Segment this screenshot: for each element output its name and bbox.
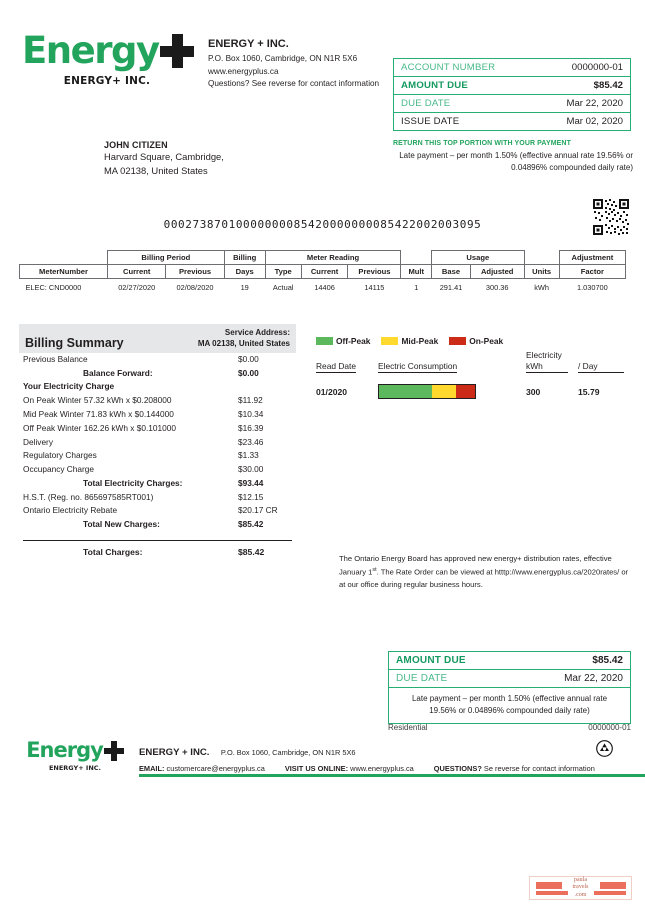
footer-info <box>139 742 629 773</box>
chart-per-day-label: / Day <box>578 361 624 373</box>
billing-line-label: Balance Forward: <box>83 367 153 378</box>
billing-line-label: Previous Balance <box>23 353 88 364</box>
cell-units: kWh <box>534 283 550 292</box>
billing-line-label: Occupancy Charge <box>23 464 95 475</box>
company-name: ENERGY + INC. <box>208 38 289 50</box>
company-website: www.energyplus.ca <box>208 66 279 76</box>
billing-line-amount: $0.00 <box>238 367 259 378</box>
legend-item <box>449 336 503 346</box>
group-blank-2 <box>401 251 432 265</box>
legend-swatch-icon <box>316 337 333 345</box>
chart-row-read-date: 01/2020 <box>316 386 348 397</box>
footer-email-value: customercare@energyplus.ca <box>166 764 265 773</box>
chart-col-consumption <box>378 350 526 373</box>
chart-row-kwh: 300 <box>526 386 541 397</box>
billing-line <box>19 394 296 408</box>
amount-due-value: $85.42 <box>593 80 623 91</box>
stub-late-payment-note: Late payment – per month 1.50% (effective annual rate 19.56% or 0.04896% compounded daily rate) <box>411 694 608 715</box>
footer-email-label: EMAIL: <box>139 764 165 773</box>
stub-amount-due-row <box>389 652 630 670</box>
customer-name: JOHN CITIZEN <box>104 140 168 150</box>
chart-col-read-date <box>316 350 378 373</box>
group-billing-period: Billing Period <box>108 251 225 265</box>
meter-column-header-row <box>20 265 626 279</box>
billing-line <box>19 504 296 518</box>
billing-line <box>19 353 296 367</box>
chart-consumption-label: Electric Consumption <box>378 361 458 371</box>
billing-line-amount: $10.34 <box>238 409 264 420</box>
bar-segment-on-peak <box>456 385 475 398</box>
col-period-current: Current <box>108 265 166 279</box>
issue-date-row <box>394 113 630 130</box>
billing-line-label: Delivery <box>23 436 53 447</box>
footer-company-name: ENERGY + INC. <box>139 747 210 758</box>
amount-due-row <box>394 77 630 95</box>
billing-summary-header <box>19 324 296 353</box>
billing-line <box>19 477 296 491</box>
legend-swatch-icon <box>381 337 398 345</box>
group-blank-3 <box>524 251 559 265</box>
chart-column-headers <box>316 350 631 373</box>
legend-label: Mid-Peak <box>401 336 439 346</box>
footer-company-address: P.O. Box 1060, Cambridge, ON N1R 5X6 <box>220 748 356 757</box>
billing-line <box>19 422 296 436</box>
rate-note-part2: . The Rate Order can be viewed at htttp://www.energyplus.ca/2020rates/ or at our office during regular business hours. <box>339 567 629 590</box>
logo-row <box>22 29 192 72</box>
col-reading-current: Current <box>301 265 348 279</box>
group-adjustment: Adjustment <box>559 251 625 265</box>
footer-contacts <box>139 764 629 773</box>
billing-line-amount: $11.92 <box>238 395 263 406</box>
due-date-label: DUE DATE <box>401 98 451 109</box>
cell-adjusted: 300.36 <box>485 283 509 292</box>
billing-line <box>19 449 296 463</box>
due-date-value: Mar 22, 2020 <box>566 98 623 109</box>
legend-item <box>381 336 438 346</box>
billing-summary-lines <box>19 353 296 532</box>
group-usage: Usage <box>432 251 524 265</box>
company-address: P.O. Box 1060, Cambridge, ON N1R 5X6 <box>208 54 358 63</box>
billing-line <box>19 490 296 504</box>
stub-due-date-row <box>389 670 630 688</box>
billing-line-label: Mid Peak Winter 71.83 kWh x $0.144000 <box>23 409 174 420</box>
col-meter-number: MeterNumber <box>20 265 108 279</box>
due-date-row <box>394 95 630 113</box>
legend-swatch-icon <box>449 337 466 345</box>
watermark-line3: .com <box>574 891 587 898</box>
billing-line <box>19 435 296 449</box>
billing-line <box>19 366 296 380</box>
footer-questions-value: Se reverse for contact information <box>483 764 595 773</box>
chart-electricity-label: Electricity <box>526 350 562 360</box>
customer-address-block <box>104 140 334 178</box>
footer-online-label: VISIT US ONLINE: <box>284 764 349 773</box>
chart-kwh-label: kWh <box>526 361 568 373</box>
footer-logo <box>19 740 131 772</box>
footer-questions <box>434 764 595 773</box>
cell-period-previous: 02/08/2020 <box>176 283 214 292</box>
billing-line <box>19 408 296 422</box>
billing-line-amount: $0.00 <box>238 353 259 364</box>
watermark-logo <box>529 876 632 900</box>
chart-legend <box>316 336 631 346</box>
chart-col-per-day <box>578 350 628 373</box>
billing-line-amount: $30.00 <box>238 464 264 475</box>
account-number-row <box>394 59 630 77</box>
legend-label: On-Peak <box>469 336 504 346</box>
issue-date-value: Mar 02, 2020 <box>566 116 623 127</box>
col-days: Days <box>224 265 265 279</box>
service-address <box>198 328 290 350</box>
billing-line-amount: $1.33 <box>238 450 259 461</box>
payment-stub-box <box>388 651 631 724</box>
total-charges-amount: $85.42 <box>238 546 265 557</box>
issue-date-label: ISSUE DATE <box>401 116 460 127</box>
stub-account-number: 0000000-01 <box>588 723 631 732</box>
cell-reading-previous: 14115 <box>364 283 385 292</box>
cell-days: 19 <box>240 283 249 292</box>
billing-summary <box>19 324 296 557</box>
col-adjusted: Adjusted <box>470 265 524 279</box>
billing-line <box>19 380 296 394</box>
group-blank-1 <box>20 251 108 265</box>
footer-plus-icon <box>104 741 124 761</box>
plus-icon <box>160 34 192 68</box>
meter-group-header-row <box>20 251 626 265</box>
billing-summary-title: Billing Summary <box>25 335 124 350</box>
billing-line-amount: $23.46 <box>238 436 264 447</box>
col-factor: Factor <box>559 265 625 279</box>
rate-note-ordinal: st <box>372 566 377 573</box>
stub-amount-due-label: AMOUNT DUE <box>396 655 466 666</box>
watermark-line2: travels <box>572 884 589 891</box>
chart-col-kwh <box>526 350 578 373</box>
return-portion-note: RETURN THIS TOP PORTION WITH YOUR PAYMENT <box>393 140 571 147</box>
group-billing: Billing <box>224 251 265 265</box>
billing-line-label: On Peak Winter 57.32 kWh x $0.208000 <box>23 395 172 406</box>
service-address-label: Service Address: <box>224 328 290 337</box>
billing-line <box>19 518 296 532</box>
col-units: Units <box>524 265 559 279</box>
billing-line-label: Total Electricity Charges: <box>83 477 183 488</box>
billing-line-amount: $20.17 CR <box>238 505 278 516</box>
total-charges-label: Total Charges: <box>83 546 143 557</box>
footer-online <box>285 764 414 773</box>
col-period-previous: Previous <box>166 265 224 279</box>
cell-type: Actual <box>272 283 294 292</box>
bar-segment-off-peak <box>379 385 432 398</box>
logo-wordmark: Energy <box>22 29 159 72</box>
billing-line <box>19 463 296 477</box>
col-base: Base <box>432 265 471 279</box>
billing-line-amount <box>238 381 290 392</box>
billing-line-amount: $16.39 <box>238 422 264 433</box>
footer-email <box>139 764 265 773</box>
billing-line-label: Your Electricity Charge <box>23 381 115 392</box>
footer-accent-rule <box>139 774 645 777</box>
rate-class-label: Residential <box>388 723 428 732</box>
stub-due-date-label: DUE DATE <box>396 673 448 684</box>
billing-line-label: H.S.T. (Reg. no. 865697585RT001) <box>23 491 154 502</box>
stacked-bar <box>378 384 476 399</box>
col-mult: Mult <box>401 265 432 279</box>
billing-line-label: Off Peak Winter 162.26 kWh x $0.101000 <box>23 422 176 433</box>
billing-line-label: Total New Charges: <box>83 519 160 530</box>
billing-line-amount: $12.15 <box>238 491 264 502</box>
logo-subtitle: ENERGY+ INC. <box>63 75 151 87</box>
table-row <box>20 279 626 295</box>
chart-read-date-label: Read Date <box>316 361 357 371</box>
billing-line-amount: $93.44 <box>238 477 264 488</box>
cell-base: 291.41 <box>439 283 463 292</box>
bar-segment-mid-peak <box>432 385 456 398</box>
total-charges-row <box>19 541 296 557</box>
stub-amount-due-value: $85.42 <box>592 655 623 666</box>
customer-address-line2: MA 02138, United States <box>104 165 208 177</box>
cell-period-current: 02/27/2020 <box>118 283 156 292</box>
billing-line-amount: $85.42 <box>238 519 264 530</box>
rate-note-part1: The Ontario Energy Board has approved new energy+ distribution rates, effective January 1 <box>339 554 612 577</box>
watermark-graphic <box>530 877 631 899</box>
amount-due-label: AMOUNT DUE <box>401 80 469 91</box>
billing-line-label: Regulatory Charges <box>23 450 97 461</box>
stub-footer-row <box>388 723 631 732</box>
footer-questions-label: QUESTIONS? <box>433 764 482 773</box>
footer-logo-wordmark: Energy <box>26 738 103 762</box>
chart-row-per-day: 15.79 <box>578 386 600 397</box>
footer-logo-subtitle: ENERGY+ INC. <box>48 764 102 772</box>
legend-label: Off-Peak <box>336 336 371 346</box>
account-summary-box <box>393 58 631 131</box>
account-number-value: 0000000-01 <box>571 62 623 73</box>
legend-item <box>316 336 370 346</box>
customer-address-line1: Harvard Square, Cambridge, <box>104 151 224 162</box>
company-logo <box>22 29 192 87</box>
footer-online-value: www.energyplus.ca <box>350 764 414 773</box>
company-questions: Questions? See reverse for contact information <box>208 79 380 89</box>
footer-logo-row <box>19 740 131 761</box>
cell-reading-current: 14406 <box>314 283 335 292</box>
late-payment-note-top: Late payment – per month 1.50% (effective annual rate 19.56% or 0.04896% compounded daily rate) <box>399 151 633 172</box>
col-type: Type <box>265 265 301 279</box>
watermark-line1: paula <box>574 876 587 883</box>
ocr-scanline: 00027387010000000085420000000085422002003095 <box>163 218 482 231</box>
group-meter-reading: Meter Reading <box>265 251 401 265</box>
col-reading-previous: Previous <box>348 265 401 279</box>
rate-order-note <box>339 553 631 592</box>
cell-factor: 1.030700 <box>576 283 608 292</box>
chart-row-bar-cell <box>378 384 526 399</box>
watermark-text <box>530 877 631 899</box>
chart-data-row <box>316 384 631 399</box>
account-number-label: ACCOUNT NUMBER <box>401 62 496 73</box>
service-address-value: MA 02138, United States <box>197 338 290 348</box>
company-info <box>208 38 398 91</box>
cell-mult: 1 <box>414 283 419 292</box>
electric-consumption-chart <box>316 336 631 399</box>
cell-meter-number: ELEC: CND0000 <box>25 283 82 292</box>
billing-line-label: Ontario Electricity Rebate <box>23 505 118 516</box>
recycle-icon <box>596 740 613 757</box>
meter-reading-table <box>19 250 626 294</box>
stub-due-date-value: Mar 22, 2020 <box>564 673 623 684</box>
